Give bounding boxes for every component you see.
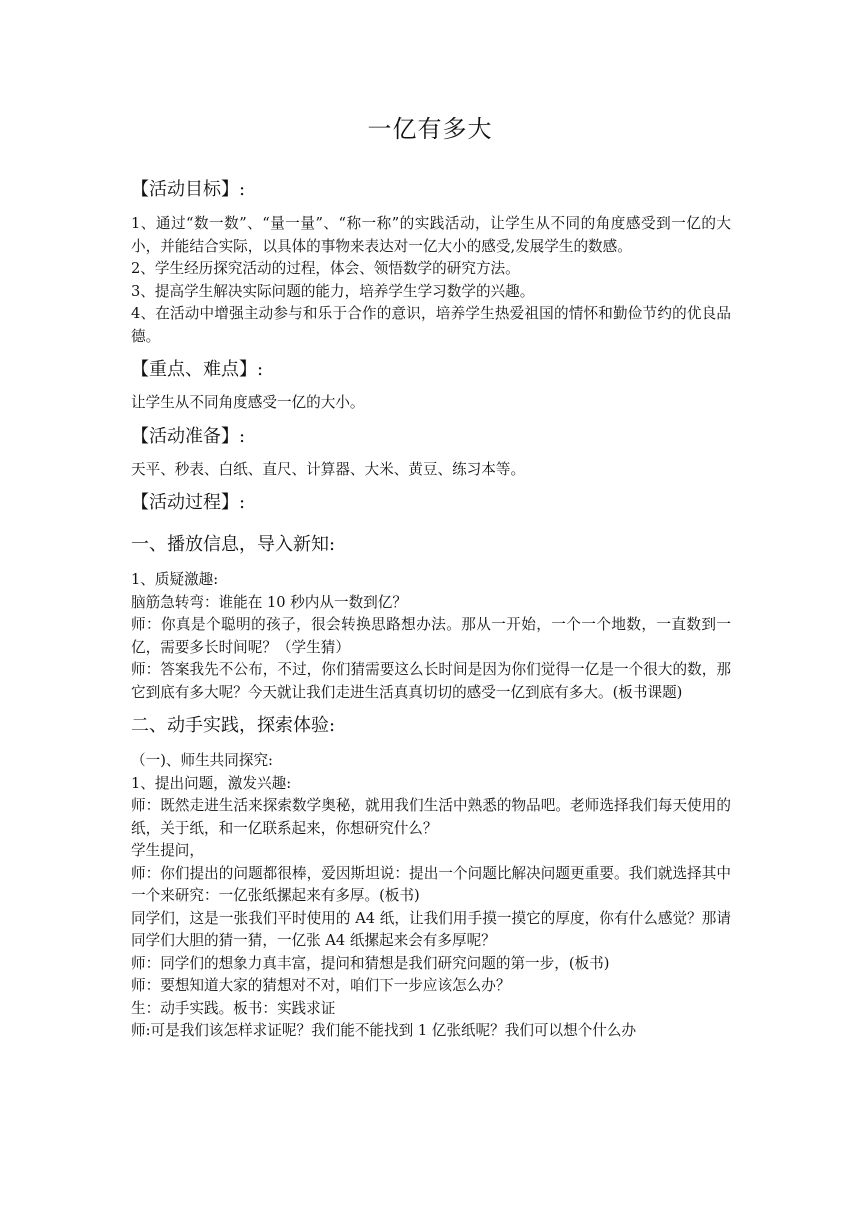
key-text: 让学生从不同角度感受一亿的大小。 [131, 394, 365, 411]
document-body [131, 176, 731, 1043]
prep-text: 天平、秒表、白纸、直尺、计算器、大米、黄豆、练习本等。 [131, 460, 526, 478]
part2-paragraph: 师：你们提出的问题都很棒，爱因斯坦说：提出一个问题比解决问题更重要。我们就选择其中一个来研究：一亿张纸摞起来有多厚。(板书) [131, 864, 731, 904]
part2-paragraph: 生：动手实践。板书：实践求证 [131, 999, 336, 1017]
process-heading: 【活动过程】: [131, 492, 246, 513]
goal-item: 2、学生经历探究活动的过程，体会、领悟数学的研究方法。 [131, 260, 520, 277]
part2-paragraph: 师:可是我们该怎样求证呢？我们能不能找到 1 亿张纸呢？我们可以想个什么办 [131, 1022, 637, 1039]
prep-heading: 【活动准备】: [131, 425, 246, 447]
part2-heading: 二、动手实践，探索体验: [131, 715, 336, 736]
part2-paragraph: 师：要想知道大家的猜想对不对，咱们下一步应该怎么办？ [131, 977, 511, 994]
goal-item: 3、提高学生解决实际问题的能力，培养学生学习数学的兴趣。 [131, 282, 535, 300]
goals-heading: 【活动目标】: [131, 179, 246, 200]
part1-paragraph: 师：你真是个聪明的孩子，很会转换思路想办法。那从一开始，一个一个地数，一直数到一亿，需要多长时间呢？（学生猜） [131, 616, 731, 656]
key-heading: 【重点、难点】: [131, 359, 264, 380]
page-title: 一亿有多大 [367, 115, 493, 143]
part1-paragraph: 脑筋急转弯：谁能在 10 秒内从一数到亿？ [131, 593, 407, 611]
part2-paragraph: （一)、师生共同探究: [131, 752, 273, 769]
part2-paragraph: 同学们，这是一张我们平时使用的 A4 纸，让我们用手摸一摸它的厚度，你有什么感觉？那请同学们大胆的猜一猜，一亿张 A4 纸摞起来会有多厚呢？ [131, 909, 731, 949]
part1-paragraph: 1、质疑激趣: [131, 571, 219, 588]
goal-item: 4、在活动中增强主动参与和乐于合作的意识，培养学生热爱祖国的情怀和勤俭节约的优良品德。 [131, 305, 731, 345]
part2-paragraph: 1、提出问题，激发兴趣: [131, 774, 292, 792]
part2-paragraph: 师：同学们的想象力真丰富，提问和猜想是我们研究问题的第一步，(板书) [131, 954, 610, 972]
goal-item: 1、通过“数一数”、“量一量”、“称一称”的实践活动，让学生从不同的角度感受到一亿的大小，并能结合实际，以具体的事物来表达对一亿大小的感受,发展学生的数感。 [131, 215, 731, 255]
part1-paragraph: 师：答案我先不公布，不过，你们猜需要这么长时间是因为你们觉得一亿是一个很大的数，那它到底有多大呢？今天就让我们走进生活真真切切的感受一亿到底有多大。(板书课题) [131, 661, 731, 701]
part1-heading: 一、播放信息，导入新知: [131, 534, 336, 555]
part2-paragraph: 学生提问， [131, 842, 204, 859]
part2-paragraph: 师：既然走进生活来探索数学奥秘，就用我们生活中熟悉的物品吧。老师选择我们每天使用的纸，关于纸，和一亿联系起来，你想研究什么？ [131, 797, 731, 837]
